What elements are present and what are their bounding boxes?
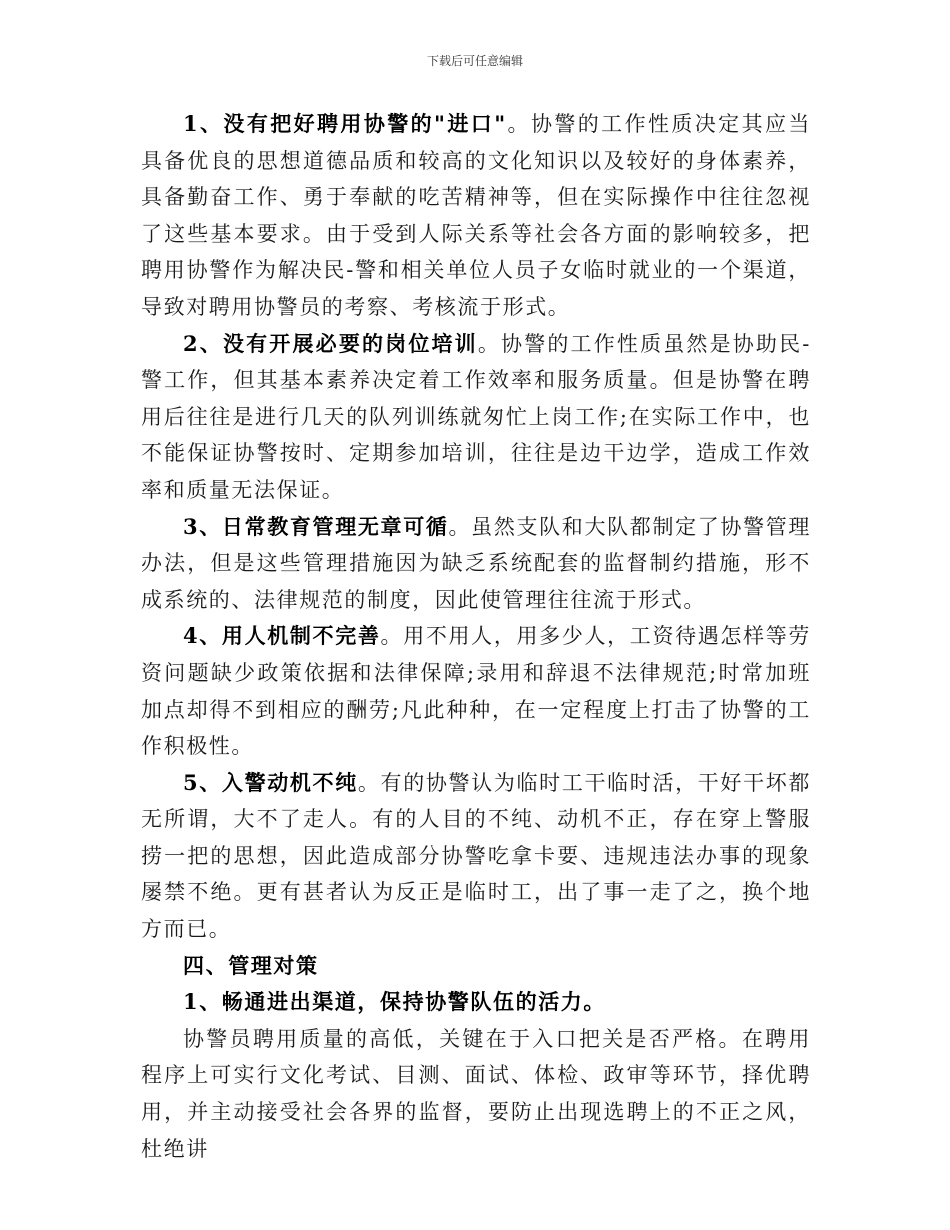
paragraph-text: 协警员聘用质量的高低，关键在于入口把关是否严格。在聘用程序上可实行文化考试、目测、面试、体检、政审等环节，择优聘用，并主动接受社会各界的监督，要防止出现选聘上的不正之风，杜绝讲 <box>141 1026 811 1161</box>
section-heading: 四、管理对策 <box>183 952 319 978</box>
subsection-heading: 1、畅通进出渠道，保持协警队伍的活力。 <box>183 989 607 1015</box>
paragraph-issue-1 <box>141 106 811 326</box>
paragraph-text: 。用不用人，用多少人，工资待遇怎样等劳资问题缺少政策依据和法律保障;录用和辞退不法律规范;时常加班加点却得不到相应的酬劳;凡此种种，在一定程度上打击了协警的工作积极性。 <box>141 624 811 759</box>
paragraph-text: 。有的协警认为临时工干临时活，干好干坏都无所谓，大不了走人。有的人目的不纯、动机不正，存在穿上警服捞一把的思想，因此造成部分协警吃拿卡要、违规违法办事的现象屡禁不绝。更有甚者认为反正是临时工，出了事一走了之，换个地方而已。 <box>141 770 811 942</box>
paragraph-text: 。协警的工作性质虽然是协助民-警工作，但其基本素养决定着工作效率和服务质量。但是协警在聘用后往往是进行几天的队列训练就匆忙上岗工作;在实际工作中，也不能保证协警按时、定期参加培训，往往是边干边学，造成工作效率和质量无法保证。 <box>141 331 811 502</box>
section-heading-management <box>141 948 811 985</box>
paragraph-issue-2 <box>141 326 811 509</box>
paragraph-heading: 5、入警动机不纯 <box>183 769 358 795</box>
paragraph-text: 。协警的工作性质决定其应当具备优良的思想道德品质和较高的文化知识以及较好的身体素养，具备勤奋工作、勇于奉献的吃苦精神等，但在实际操作中往往忽视了这些基本要求。由于受到人际关系等社会各方面的影响较多，把聘用协警作为解决民-警和相关单位人员子女临时就业的一个渠道，导致对聘用协警员的考察、考核流于形式。 <box>141 112 811 319</box>
subsection-heading-1 <box>141 984 811 1021</box>
paragraph-recruitment <box>141 1021 811 1167</box>
paragraph-issue-4 <box>141 618 811 764</box>
document-body <box>141 106 811 1167</box>
page-header: 下载后可任意编辑 <box>426 54 523 68</box>
paragraph-issue-3 <box>141 509 811 619</box>
paragraph-heading: 2、没有开展必要的岗位培训 <box>183 330 478 356</box>
paragraph-heading: 3、日常教育管理无章可循 <box>183 513 449 539</box>
paragraph-heading: 4、用人机制不完善 <box>183 623 381 649</box>
paragraph-issue-5 <box>141 765 811 948</box>
paragraph-heading: 1、没有把好聘用协警的"进口" <box>183 111 507 136</box>
paragraph-text: 。虽然支队和大队都制定了协警管理办法，但是这些管理措施因为缺乏系统配套的监督制约措施，形不成系统的、法律规范的制度，因此使管理往往流于形式。 <box>141 514 811 612</box>
